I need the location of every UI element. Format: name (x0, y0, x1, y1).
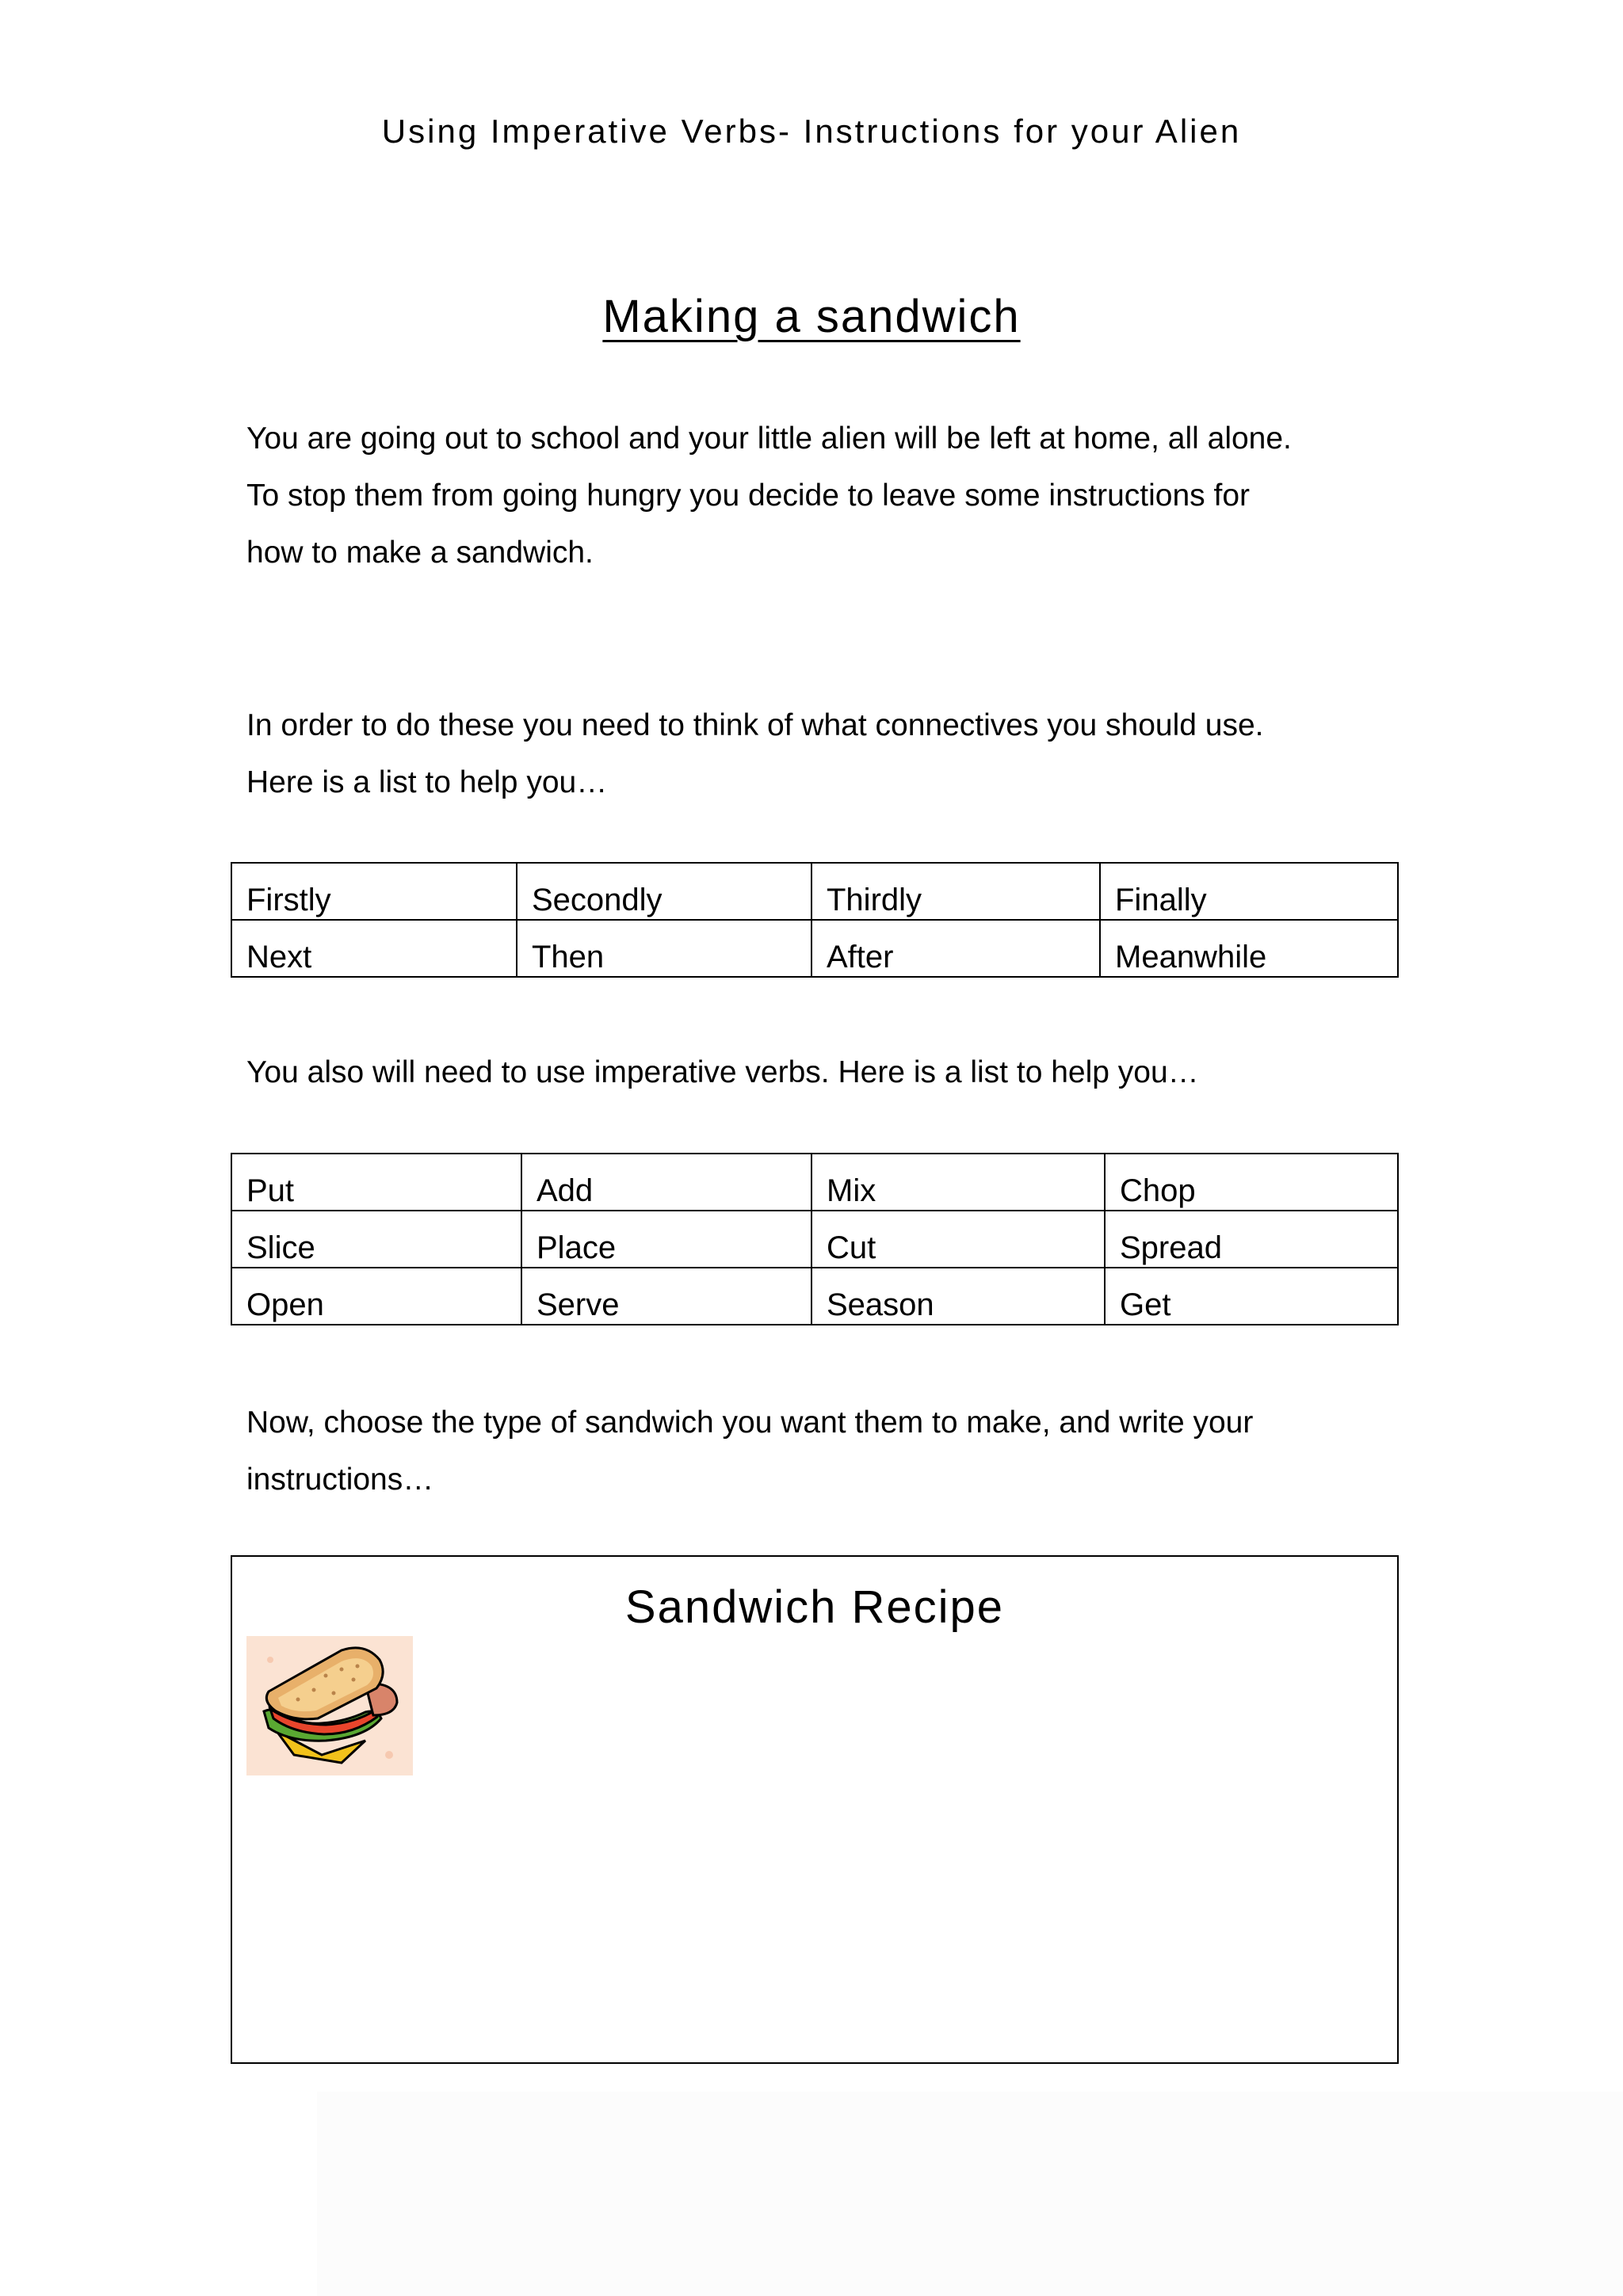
connectives-intro-line: Here is a list to help you… (246, 765, 608, 799)
connective-cell: Meanwhile (1100, 920, 1398, 977)
verbs-intro (246, 1044, 1388, 1101)
recipe-title: Sandwich Recipe (624, 1581, 1005, 1633)
verb-cell: Put (231, 1154, 521, 1211)
verb-cell: Slice (231, 1211, 521, 1268)
connectives-table (231, 862, 1399, 978)
page-shadow (317, 2092, 1623, 2296)
connective-cell: Firstly (231, 863, 517, 920)
choose-intro-line: instructions… (246, 1463, 434, 1497)
connective-cell: Thirdly (812, 863, 1100, 920)
verb-cell: Serve (521, 1268, 812, 1325)
verb-cell: Mix (812, 1154, 1105, 1211)
table-row (231, 920, 1398, 977)
verb-cell: Add (521, 1154, 812, 1211)
sandwich-icon (246, 1636, 413, 1775)
connective-cell: Then (517, 920, 812, 977)
table-row (231, 863, 1398, 920)
intro-line: To stop them from going hungry you decide to leave some instructions for (246, 479, 1250, 513)
table-row (231, 1268, 1398, 1325)
choose-intro-line: Now, choose the type of sandwich you want them to make, and write your (246, 1405, 1254, 1440)
table-row (231, 1154, 1398, 1211)
connective-cell: Secondly (517, 863, 812, 920)
page-header: Using Imperative Verbs- Instructions for your Alien (381, 113, 1242, 150)
verb-cell: Chop (1105, 1154, 1398, 1211)
verbs-intro-line: You also will need to use imperative verbs. Here is a list to help you… (246, 1055, 1199, 1089)
intro-line: how to make a sandwich. (246, 536, 594, 570)
choose-intro (246, 1394, 1388, 1508)
verbs-table (231, 1153, 1399, 1325)
verb-cell: Place (521, 1211, 812, 1268)
connective-cell: Next (231, 920, 517, 977)
verb-cell: Spread (1105, 1211, 1398, 1268)
intro-paragraph (246, 410, 1388, 582)
verb-cell: Open (231, 1268, 521, 1325)
page-title: Making a sandwich (602, 291, 1021, 342)
connective-cell: Finally (1100, 863, 1398, 920)
connectives-intro (246, 697, 1388, 811)
verb-cell: Cut (812, 1211, 1105, 1268)
connective-cell: After (812, 920, 1100, 977)
recipe-box[interactable] (231, 1555, 1399, 2064)
verb-cell: Get (1105, 1268, 1398, 1325)
verb-cell: Season (812, 1268, 1105, 1325)
connectives-intro-line: In order to do these you need to think of what connectives you should use. (246, 708, 1264, 742)
table-row (231, 1211, 1398, 1268)
intro-line: You are going out to school and your little alien will be left at home, all alone. (246, 421, 1292, 456)
